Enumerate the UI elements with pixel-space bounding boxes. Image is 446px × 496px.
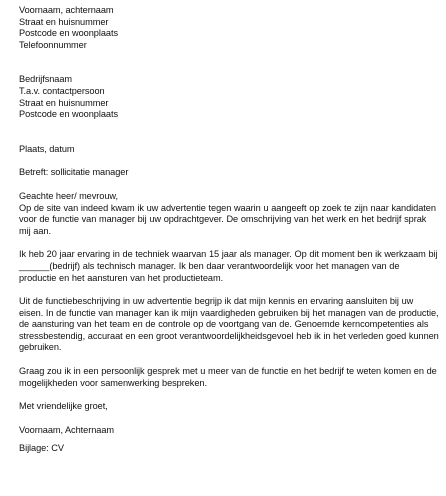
subject-line: Betreft: sollicitatie manager [19, 167, 129, 178]
sender-phone: Telefoonnummer [19, 39, 87, 50]
paragraph-experience: Ik heb 20 jaar ervaring in de techniek waarvan 15 jaar als manager. Op dit moment ben ik werkzaam bij ______(bedrijf) als technisch manager. Ik ben daar verantwoordelijk voor het managen van de productie en het aansturen van het productieteam. [19, 249, 438, 283]
paragraph-motivation: Uit de functiebeschrijving in uw advertentie begrijp ik dat mijn kennis en ervaring aansluiten bij uw eisen. In de functie van manager kan ik mijn vaardigheden gebruiken bij het managen van de productie, de aansturing van het team en de controle op de voortgang van de. Genoemde kerncompetenties als stressbestendig, accuraat en een groot verantwoordelijkheidsgevoel heb ik in het verleden goed kunnen gebruiken. [19, 296, 439, 353]
paragraph-request: Graag zou ik in een persoonlijk gesprek met u meer van de functie en het bedrijf te weten komen en de mogelijkheden voor samenwerking bespreken. [19, 366, 437, 388]
recipient-attention: T.a.v. contactpersoon [19, 85, 105, 96]
recipient-address [19, 74, 439, 120]
recipient-postcode-city: Postcode en woonplaats [19, 109, 119, 120]
recipient-company: Bedrijfsnaam [19, 74, 73, 85]
sender-name: Voornaam, achternaam [19, 5, 114, 15]
salutation: Geachte heer/ mevrouw, [19, 190, 118, 201]
attachment-line: Bijlage: CV [19, 443, 64, 454]
letter-page [19, 5, 439, 455]
paragraph-intro: Op de site van indeed kwam ik uw advertentie tegen waarin u aangeeft op zoek te zijn naar kandidaten voor de functie van manager bij uw opdrachtgever. De omschrijving van het werk en het bedrijf sprak mij aan. [19, 202, 436, 236]
sender-postcode-city: Postcode en woonplaats [19, 28, 119, 39]
sender-address [19, 5, 439, 51]
sender-street: Straat en huisnummer [19, 16, 109, 27]
closing: Met vriendelijke groet, [19, 401, 108, 412]
recipient-street: Straat en huisnummer [19, 97, 109, 108]
place-date: Plaats, datum [19, 143, 75, 154]
signature: Voornaam, Achternaam [19, 424, 115, 435]
